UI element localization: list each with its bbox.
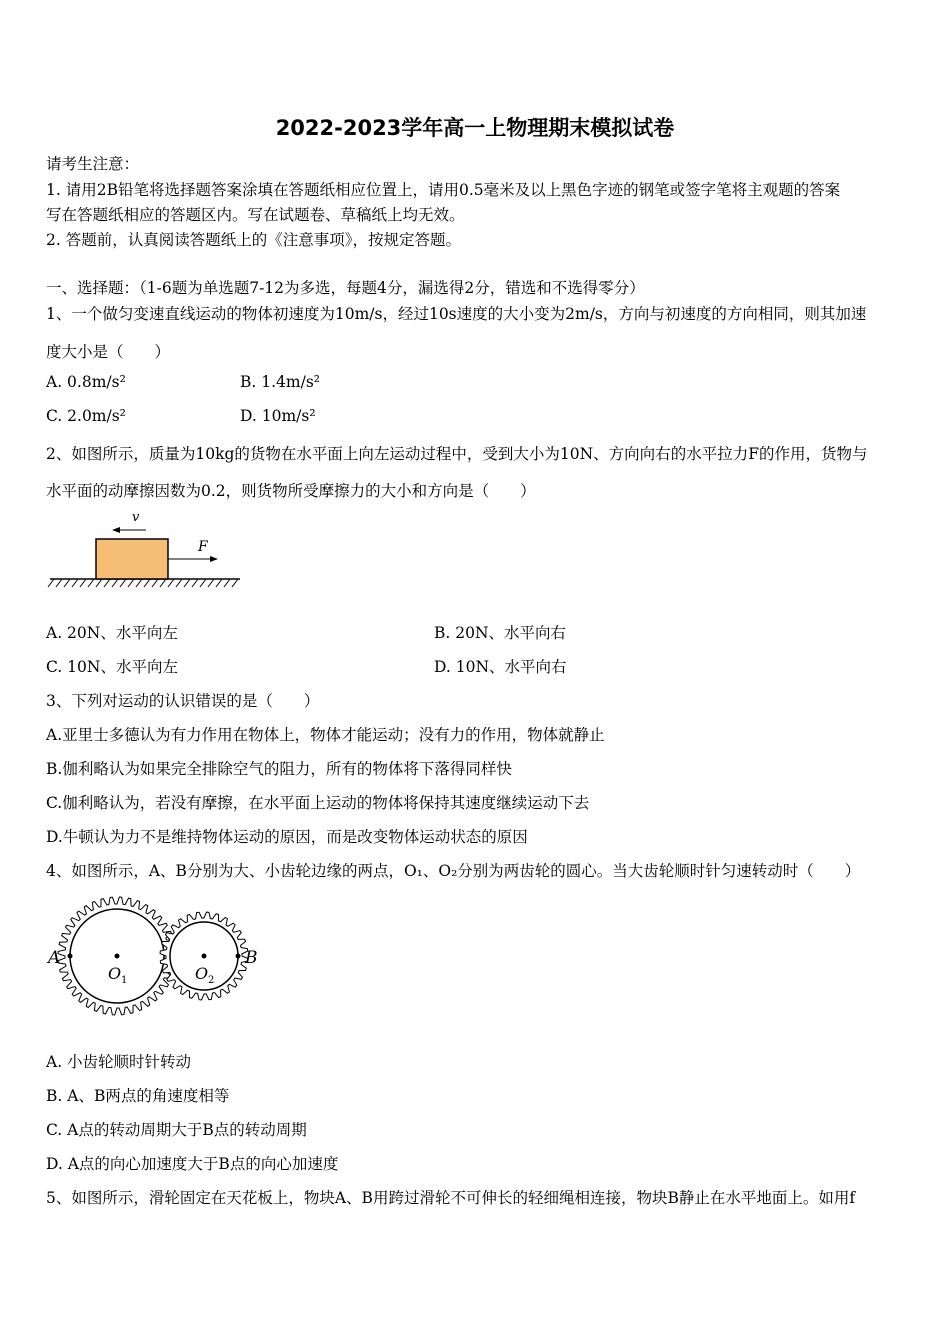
q4-option-d: D. A点的向心加速度大于B点的向心加速度 [46, 1155, 339, 1173]
q2-option-a: A. 20N、水平向左 [46, 624, 178, 642]
center-o1-label: O [108, 964, 122, 983]
point-b-label: B [245, 948, 258, 968]
point-b-dot [236, 954, 241, 959]
q1-stem-line-2: 度大小是（ ） [46, 343, 171, 361]
point-a-label: A [48, 948, 61, 968]
ground-hatching [48, 579, 238, 587]
center-o2-label: O [195, 964, 209, 983]
q4-option-b: B. A、B两点的角速度相等 [46, 1087, 230, 1105]
center-o1-subscript: 1 [121, 975, 128, 986]
q1-option-a: A. 0.8m/s² [46, 373, 126, 391]
center-o2-subscript: 2 [208, 975, 215, 986]
notice-line-3: 2. 答题前，认真阅读答题纸上的《注意事项》，按规定答题。 [46, 231, 461, 249]
block-force-diagram [46, 505, 246, 595]
gears-diagram [42, 893, 272, 1023]
force-label: F [198, 539, 208, 555]
q3-option-b: B.伽利略认为如果完全排除空气的阻力，所有的物体将下落得同样快 [46, 760, 512, 778]
q1-stem-line-1: 1、一个做匀变速直线运动的物体初速度为10m/s，经过10s速度的大小变为2m/s，方向与初速度的方向相同，则其加速 [46, 305, 867, 323]
q4-option-a: A. 小齿轮顺时针转动 [46, 1053, 192, 1071]
q1-option-c: C. 2.0m/s² [46, 407, 126, 425]
q1-option-d: D. 10m/s² [240, 407, 316, 425]
q2-option-b: B. 20N、水平向右 [434, 624, 567, 642]
notice-header: 请考生注意： [46, 155, 140, 173]
q2-option-d: D. 10N、水平向右 [434, 658, 567, 676]
velocity-label: v [132, 510, 140, 525]
force-arrowhead [210, 556, 218, 562]
q2-option-c: C. 10N、水平向左 [46, 658, 178, 676]
q2-stem-line-2: 水平面的动摩擦因数为0.2，则货物所受摩擦力的大小和方向是（ ） [46, 482, 536, 500]
q3-option-a: A.亚里士多德认为有力作用在物体上，物体才能运动；没有力的作用，物体就静止 [46, 726, 605, 744]
q1-option-b: B. 1.4m/s² [240, 373, 320, 391]
q5-stem-line-1: 5、如图所示，滑轮固定在天花板上，物块A、B用跨过滑轮不可伸长的轻细绳相连接，物块B静止在水平地面上。如用f [46, 1189, 856, 1207]
q3-option-d: D.牛顿认为力不是维持物体运动的原因，而是改变物体运动状态的原因 [46, 828, 528, 846]
q4-option-c: C. A点的转动周期大于B点的转动周期 [46, 1121, 307, 1139]
notice-line-1: 1. 请用2B铅笔将选择题答案涂填在答题纸相应位置上，请用0.5毫米及以上黑色字迹的钢笔或签字笔将主观题的答案 [46, 181, 841, 199]
center-o1-dot [115, 954, 120, 959]
q2-stem-line-1: 2、如图所示，质量为10kg的货物在水平面上向左运动过程中，受到大小为10N、方向向右的水平拉力F的作用，货物与 [46, 445, 868, 463]
velocity-arrowhead [112, 527, 120, 533]
point-a-dot [68, 954, 73, 959]
page-title: 2022-2023学年高一上物理期末模拟试卷 [275, 116, 675, 140]
q4-stem: 4、如图所示，A、B分别为大、小齿轮边缘的两点，O₁、O₂分别为两齿轮的圆心。当大齿轮顺时针匀速转动时（ ） [46, 862, 861, 880]
notice-line-2: 写在答题纸相应的答题区内。写在试题卷、草稿纸上均无效。 [46, 206, 465, 224]
section-heading: 一、选择题：（1-6题为单选题7-12为多选，每题4分，漏选得2分，错选和不选得零分） [46, 279, 645, 297]
center-o2-dot [202, 954, 207, 959]
q3-stem: 3、下列对运动的认识错误的是（ ） [46, 692, 320, 710]
q3-option-c: C.伽利略认为，若没有摩擦，在水平面上运动的物体将保持其速度继续运动下去 [46, 794, 590, 812]
cargo-block [96, 539, 168, 579]
